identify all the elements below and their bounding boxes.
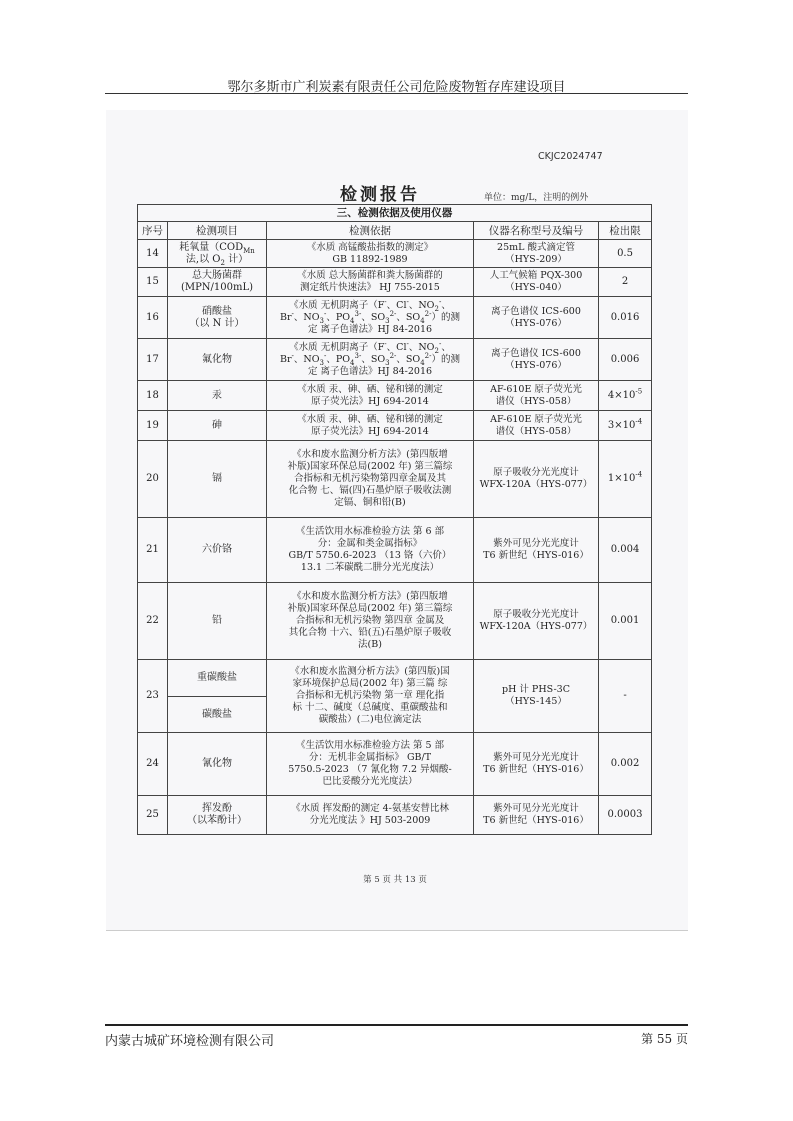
row-limit: 0.016 (599, 297, 652, 339)
row-no: 15 (138, 268, 168, 297)
table-row (138, 381, 652, 411)
row-instrument: 紫外可见分光光度计 T6 新世纪（HYS-016） (474, 518, 599, 583)
report-number: CKJC2024747 (538, 151, 603, 162)
col-method-header: 检测依据 (267, 222, 474, 240)
row-method: 《水质 汞、砷、硒、铋和锑的测定 原子荧光法》HJ 694-2014 (267, 411, 474, 441)
row-no: 21 (138, 518, 168, 583)
row-item: 氰化物 (168, 733, 267, 796)
row-item: 镉 (168, 441, 267, 518)
row-instrument: 人工气候箱 PQX-300 （HYS-040） (474, 268, 599, 297)
row-instrument: 离子色谱仪 ICS-600 （HYS-076） (474, 339, 599, 381)
row-no: 19 (138, 411, 168, 441)
row-item: 砷 (168, 411, 267, 441)
row-item: 挥发酚 （以苯酚计） (168, 796, 267, 835)
col-no-header: 序号 (138, 222, 168, 240)
unit-note: 单位：mg/L，注明的例外 (484, 193, 589, 203)
table-row (138, 518, 652, 583)
row-limit: - (599, 660, 652, 733)
table-row (138, 240, 652, 268)
row-limit: $1\times 10^{-4}$ (599, 441, 652, 518)
page-header: 鄂尔多斯市广利炭素有限责任公司危险废物暂存库建设项目 (227, 80, 566, 95)
row-method: 《水质 总大肠菌群和粪大肠菌群的 测定纸片快速法》 HJ 755-2015 (267, 268, 474, 297)
row-item: 重碳酸盐 (168, 660, 267, 697)
table-row (138, 411, 652, 441)
row-limit: 0.006 (599, 339, 652, 381)
table-row (138, 297, 652, 339)
row-limit: 0.0003 (599, 796, 652, 835)
row-method: 《水质 高锰酸盐指数的测定》 GB 11892-1989 (267, 240, 474, 268)
row-item: 汞 (168, 381, 267, 411)
footer-page: 第 55 页 (641, 1032, 688, 1046)
row-instrument: AF-610E 原子荧光光 谱仪（HYS-058） (474, 381, 599, 411)
row-method: 《生活饮用水标准检验方法 第 6 部 分：金属和类金属指标》 GB/T 5750.6-2023 （13 铬（六价） 13.1 二苯碳酰二肼分光光度法） (267, 518, 474, 583)
row-item: 碳酸盐 (168, 697, 267, 733)
table-row (138, 660, 652, 697)
report-title: 检测报告 (340, 185, 420, 205)
row-instrument: 离子色谱仪 ICS-600 （HYS-076） (474, 297, 599, 339)
table-row (138, 441, 652, 518)
row-limit: 0.001 (599, 583, 652, 660)
row-instrument: 紫外可见分光光度计 T6 新世纪（HYS-016） (474, 796, 599, 835)
table-row (138, 796, 652, 835)
row-no: 20 (138, 441, 168, 518)
col-limit-header: 检出限 (599, 222, 652, 240)
row-method: 《水和废水监测分析方法》(第四版)国 家环境保护总局(2002 年) 第三篇 综 合指标和无机污染物 第一章 理化指 标 十二、碱度（总碱度、重碳酸盐和 碳酸盐）(二)电位滴定法 (267, 660, 474, 733)
row-instrument: AF-610E 原子荧光光 谱仪（HYS-058） (474, 411, 599, 441)
footer-company: 内蒙古城矿环境检测有限公司 (105, 1034, 275, 1049)
row-no: 22 (138, 583, 168, 660)
row-no: 17 (138, 339, 168, 381)
row-limit: $4\times 10^{-5}$ (599, 381, 652, 411)
detection-basis-table (137, 204, 652, 835)
row-instrument: 原子吸收分光光度计 WFX-120A（HYS-077） (474, 441, 599, 518)
table-row (138, 339, 652, 381)
row-method: 《水质 无机阴离子（F-、Cl-、$NO_2^-$、 Br-、$NO_3^-$、$PO_4^{3-}$、$SO_3^{2-}$、$SO_4^{2-}$）的测 定 离子色谱法》HJ 84-2016 (267, 339, 474, 381)
row-instrument: pH 计 PHS-3C （HYS-145） (474, 660, 599, 733)
row-limit: 0.5 (599, 240, 652, 268)
row-method: 《生活饮用水标准检验方法 第 5 部 分：无机非金属指标》 GB/T 5750.5-2023 （7 氰化物 7.2 异烟酸- 巴比妥酸分光光度法） (267, 733, 474, 796)
header-rule (105, 93, 688, 94)
table-row (138, 733, 652, 796)
row-no: 24 (138, 733, 168, 796)
footer-rule (105, 1024, 688, 1026)
row-limit: 0.004 (599, 518, 652, 583)
row-method: 《水质 挥发酚的测定 4-氨基安替比林 分光光度法 》HJ 503-2009 (267, 796, 474, 835)
row-method: 《水和废水监测分析方法》(第四版增 补版)国家环保总局(2002 年) 第三篇综 合指标和无机污染物第四章金属及其 化合物 七、镉(四)石墨炉原子吸收法测 定镉、铜和铅(B) (267, 441, 474, 518)
row-method: 《水和废水监测分析方法》(第四版增 补版)国家环保总局(2002 年) 第三篇综 合指标和无机污染物 第四章 金属及 其化合物 十六、铅(五)石墨炉原子吸收 法(B) (267, 583, 474, 660)
row-no: 25 (138, 796, 168, 835)
row-instrument: 原子吸收分光光度计 WFX-120A（HYS-077） (474, 583, 599, 660)
col-instrument-header: 仪器名称型号及编号 (474, 222, 599, 240)
row-method: 《水质 汞、砷、硒、铋和锑的测定 原子荧光法》HJ 694-2014 (267, 381, 474, 411)
row-item: 耗氧量（$COD_{Mn}$ 法,以 $O_2$ 计） (168, 240, 267, 268)
row-no: 16 (138, 297, 168, 339)
table-row (138, 268, 652, 297)
row-limit: 0.002 (599, 733, 652, 796)
row-item: 硝酸盐 （以 N 计） (168, 297, 267, 339)
col-item-header: 检测项目 (168, 222, 267, 240)
row-item: 氟化物 (168, 339, 267, 381)
row-no: 14 (138, 240, 168, 268)
section-title: 三、检测依据及使用仪器 (138, 205, 652, 222)
section-row (138, 205, 652, 222)
column-header-row (138, 222, 652, 240)
row-limit: $3\times 10^{-4}$ (599, 411, 652, 441)
row-no: 23 (138, 660, 168, 733)
row-item: 总大肠菌群 (MPN/100mL) (168, 268, 267, 297)
row-limit: 2 (599, 268, 652, 297)
report-page-number: 第 5 页 共 13 页 (363, 875, 427, 885)
row-no: 18 (138, 381, 168, 411)
row-item: 铅 (168, 583, 267, 660)
row-instrument: 25mL 酸式滴定管 （HYS-209） (474, 240, 599, 268)
row-instrument: 紫外可见分光光度计 T6 新世纪（HYS-016） (474, 733, 599, 796)
row-item: 六价铬 (168, 518, 267, 583)
table-row (138, 583, 652, 660)
row-method: 《水质 无机阴离子（F-、Cl-、$NO_2^-$、 Br-、$NO_3^-$、$PO_4^{3-}$、$SO_3^{2-}$、$SO_4^{2-}$）的测 定 离子色谱法》HJ 84-2016 (267, 297, 474, 339)
